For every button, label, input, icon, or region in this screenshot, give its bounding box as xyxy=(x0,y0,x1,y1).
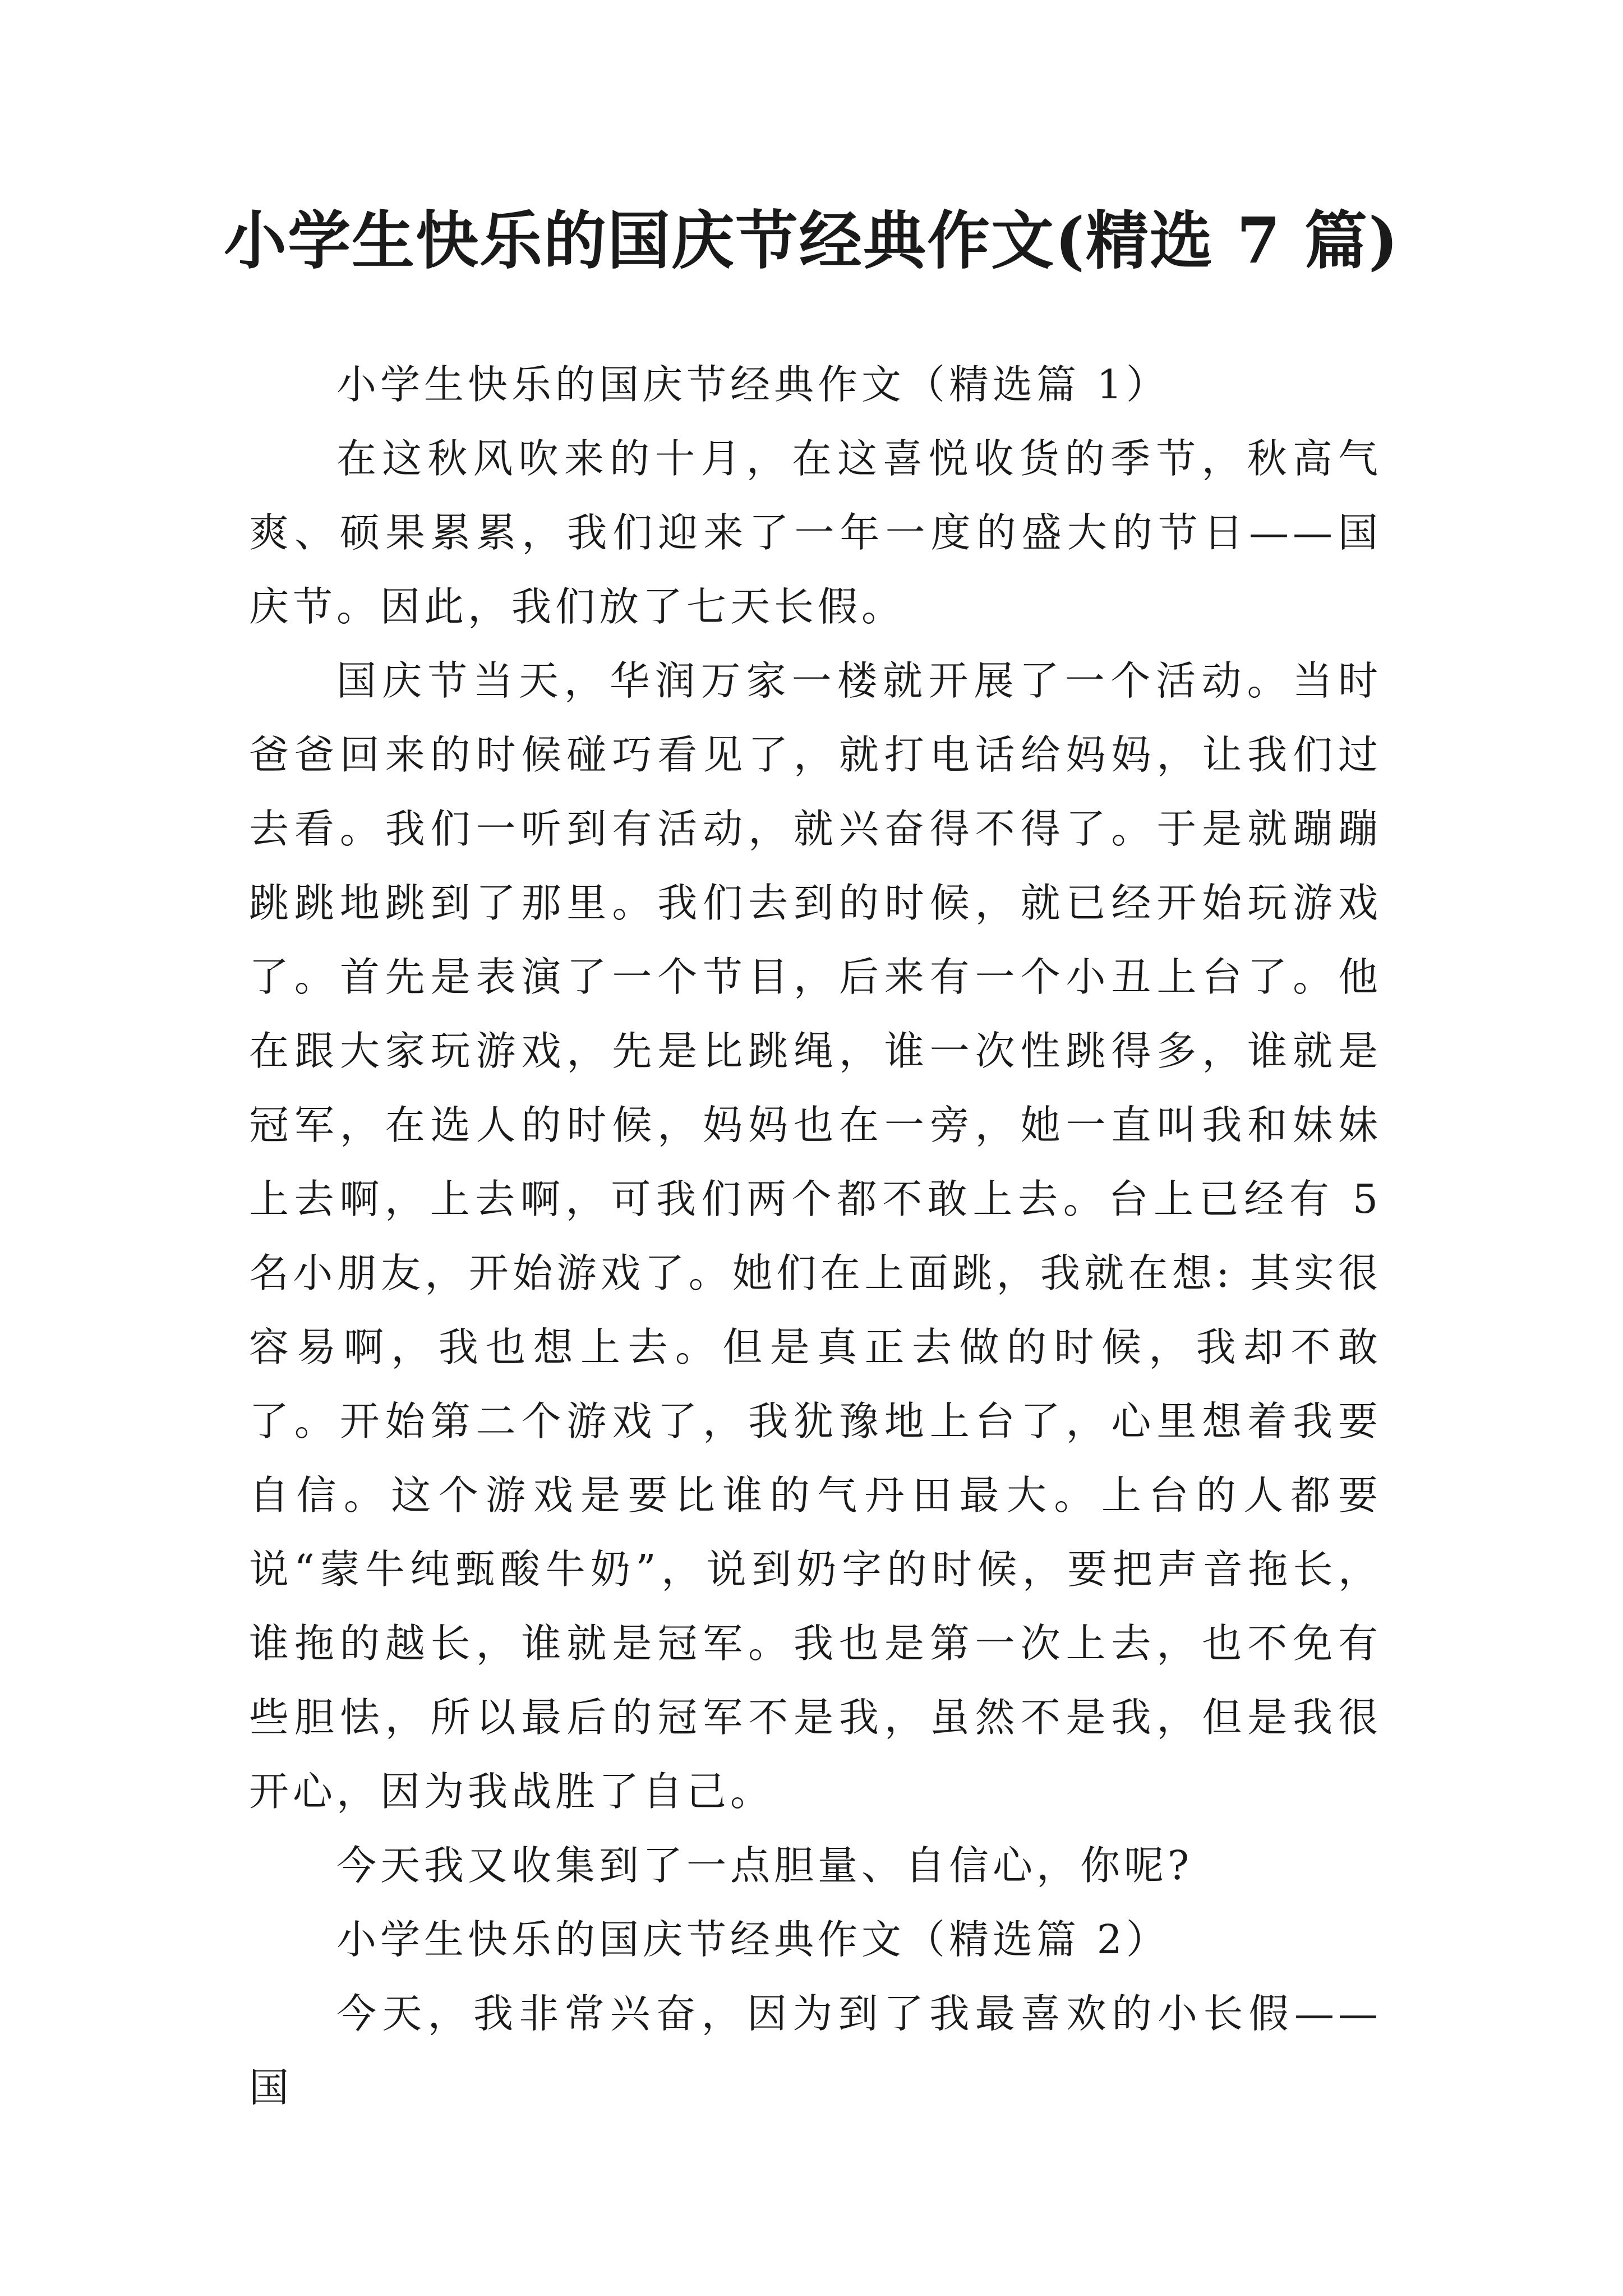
section-heading-1: 小学生快乐的国庆节经典作文（精选篇 1） xyxy=(336,361,1170,408)
paragraph-main: 国庆节当天，华润万家一楼就开展了一个活动。当时爸爸回来的时候碰巧看见了，就打电话给妈妈，让我们过去看。我们一听到有活动，就兴奋得不得了。于是就蹦蹦跳跳地跳到了那里。我们去到的时候，就已经开始玩游戏了。首先是表演了一个节目，后来有一个小丑上台了。他在跟大家玩游戏，先是比跳绳，谁一次性跳得多，谁就是冠军，在选人的时候，妈妈也在一旁，她一直叫我和妹妹上去啊，上去啊，可我们两个都不敢上去。台上已经有 5 名小朋友，开始游戏了。她们在上面跳，我就在想: 其实很容易啊，我也想上去。但是真正去做的时候，我却不敢了。开始第二个游戏了，我犹豫地上台了，心里想着我要自信。这个游戏是要比谁的气丹田最大。上台的人都要说“蒙牛纯甄酸牛奶”，说到奶字的时候，要把声音拖长，谁拖的越长，谁就是冠军。我也是第一次上去，也不免有些胆怯，所以最后的冠军不是我，虽然不是我，但是我很开心，因为我战胜了自己。 xyxy=(249,657,1382,1815)
document-body xyxy=(249,348,1382,2125)
document-title: 小学生快乐的国庆节经典作文(精选 7 篇) xyxy=(224,204,1399,278)
paragraph-intro: 在这秋风吹来的十月，在这喜悦收货的季节，秋高气爽、硕果累累，我们迎来了一年一度的盛大的节日——国庆节。因此，我们放了七天长假。 xyxy=(249,435,1382,630)
paragraph-closing: 今天我又收集到了一点胆量、自信心，你呢? xyxy=(336,1842,1193,1889)
paragraph-second-essay-start: 今天，我非常兴奋，因为到了我最喜欢的小长假——国 xyxy=(249,1990,1382,2111)
section-heading-2: 小学生快乐的国庆节经典作文（精选篇 2） xyxy=(336,1916,1170,1963)
